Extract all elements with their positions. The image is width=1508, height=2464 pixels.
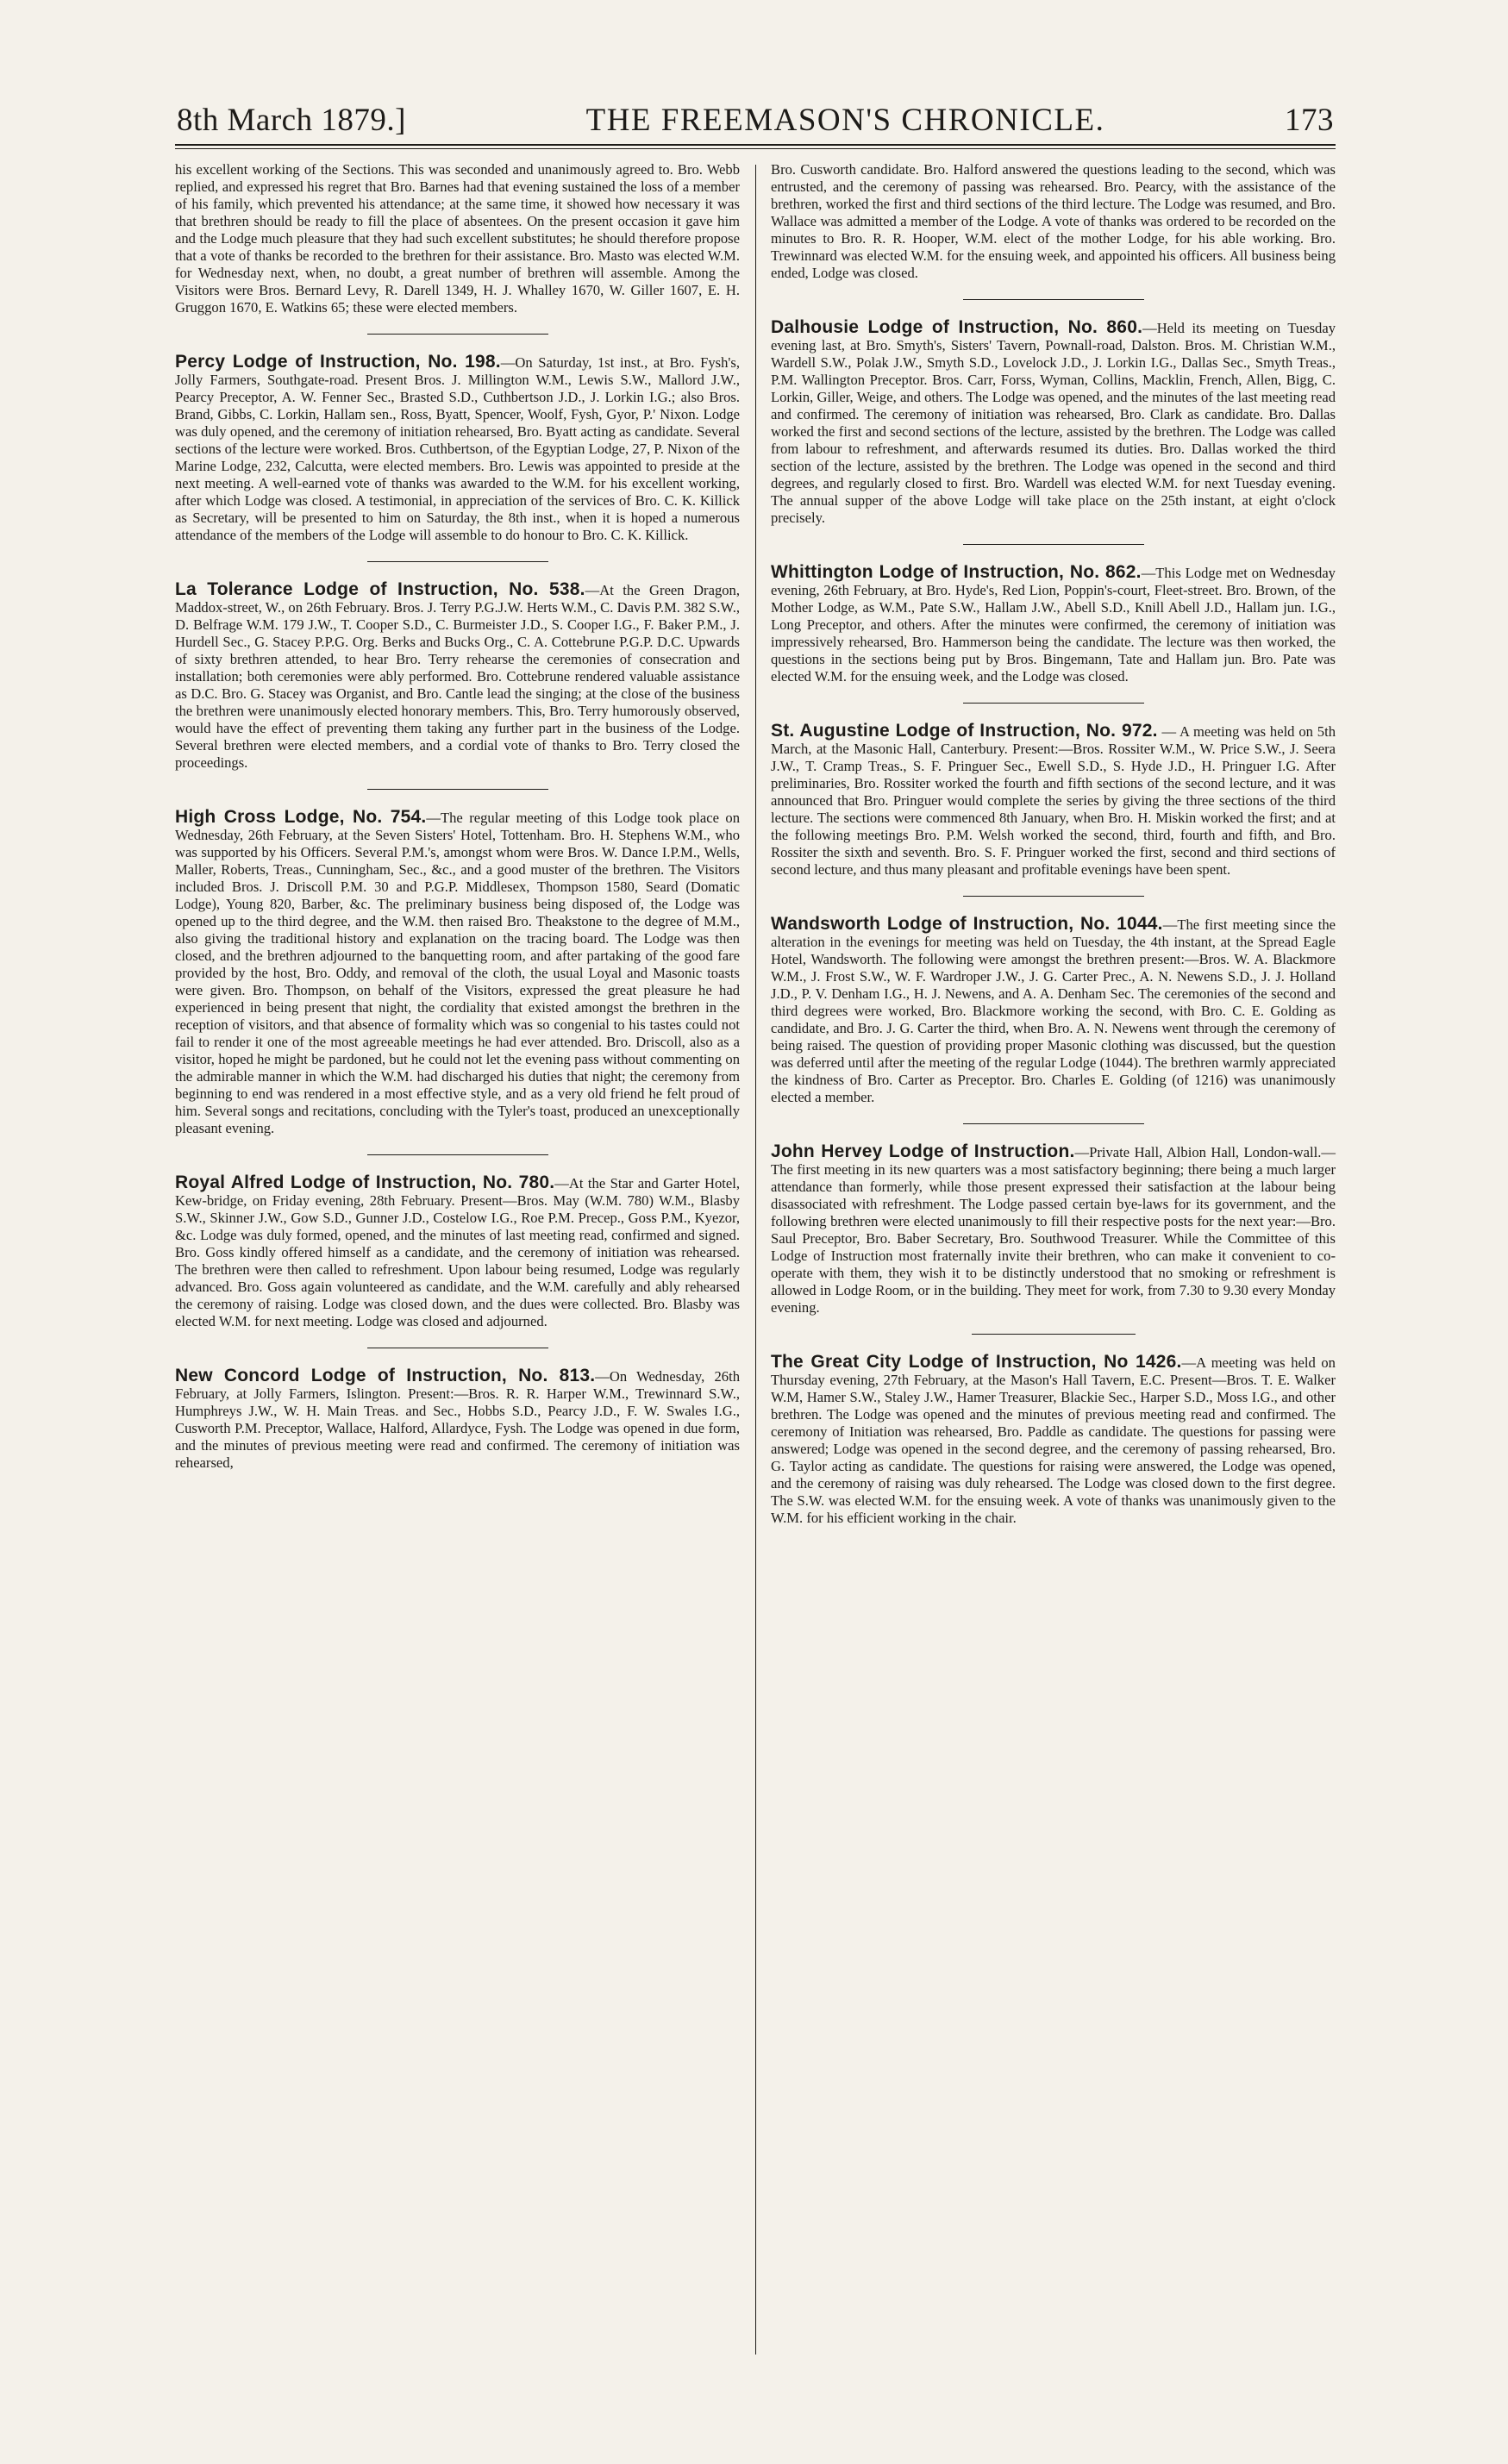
publication-title: THE FREEMASON'S CHRONICLE. <box>585 103 1105 138</box>
article-text: At the Green Dragon, Maddox-street, W., on 26th February. Bros. J. Terry P.G.J.W. Herts W.M., C. Davis P.M. 382 S.W., D. Belfrage W.M. 179 J.W., T. Cooper S.D., C. Burmeister J.D., S. Cooper I.G., F. Baker P.M., J. Hurdell Sec., G. Stacey P.P.G. Org. Berks and Bucks Org., C. A. Cottebrune P.G.P. D.C. Upwards of sixty brethren attended, to hear Bro. Terry rehearse the ceremonies of consecration and installation; both ceremonies were ably performed. Bro. Cottebrune rendered valuable assistance as D.C. Bro. G. Stacey was Organist, and Bro. Cantle lead the singing; at the close of the business the brethren were unanimously elected honorary members. This, Bro. Terry humorously observed, would have the effect of preventing them taking any further part in the business of the Lodge. Several brethren were elected members, and a cordial vote of thanks to Bro. Terry closed the proceedings. <box>175 582 740 771</box>
article-text: The first meeting since the alteration in the evenings for meeting was held on Tuesday, the 4th instant, at the Spread Eagle Hotel, Wandsworth. The following were amongst the brethren present:—Bros. W. A. Blackmore W.M., J. Frost S.W., W. F. Wardroper J.W., J. G. Carter Prec., A. N. Newens S.D., J. J. Holland J.D., P. V. Denham I.G., H. J. Newens, and A. A. Denham Sec. The ceremonies of the second and third degrees were worked, Bro. Blackmore working the second, with Bro. C. E. Golding as candidate, and Bro. J. G. Carter the third, when Bro. A. N. Newens went through the ceremony of being raised. The question of providing proper Masonic clothing was discussed, but the question was deferred until after the meeting of the regular Lodge (1044). The brethren warmly appreciated the kindness of Bro. Carter as Preceptor. Bro. Charles E. Golding (of 1216) was unanimously elected a member. <box>771 916 1336 1105</box>
article-text: A meeting was held on Thursday evening, 27th February, at the Mason's Hall Tavern, E.C. Present—Bros. T. E. Walker W.M, Hamer S.W., Staley J.W., Hamer Treasurer, Blackie Sec., Harper S.D., Moss I.G., and other brethren. The Lodge was opened and the minutes of previous meeting read and confirmed. The ceremony of Initiation was rehearsed, Bro. Paddle as candidate. The questions for passing were answered; Lodge was opened in the second degree, and the ceremony of passing rehearsed, Bro. G. Taylor acting as candidate. The questions for raising were answered, the Lodge was opened, and the ceremony of raising was duly rehearsed. The Lodge was closed down to the first degree. The S.W. was elected W.M. for the ensuing week. A vote of thanks was unanimously given to the W.M. for his efficient working in the chair. <box>771 1354 1336 1526</box>
masthead-rule <box>175 144 1336 149</box>
article-body: St. Augustine Lodge of Instruction, No. 972. — A meeting was held on 5th March, at the Masonic Hall, Canterbury. Present:—Bros. Rossiter W.M., W. Price S.W., J. Seera J.W., T. Cramp Treas., S. F. Pringuer Sec., Ewell S.D., S. Hyde J.D., H. Pringuer I.G. After preliminaries, Bro. Rossiter worked the fourth and fifth sections of the second lecture, and it was announced that Bro. Pringuer would complete the series by giving the three sections of the third lecture. The sections were commenced 8th January, when Bro. H. Miskin worked the first; and at the following meetings Bro. P.M. Welsh worked the second, third, fourth and fifth, and Bro. Rossiter the sixth and seventh. Bro. S. F. Pringuer worked the first, second and third sections of second lecture, and thus many pleasant and profitable evenings have been spent. <box>771 721 1336 878</box>
article-body: Dalhousie Lodge of Instruction, No. 860.—Held its meeting on Tuesday evening last, at Bro. Smyth's, Sisters' Tavern, Pownall-road, Dalston. Bros. M. Christian W.M., Wardell S.W., Polak J.W., Smyth S.D., Lovelock J.D., J. Lorkin I.G., Dallas Sec., Smyth Treas., P.M. Wallington Preceptor. Bros. Carr, Forss, Wyman, Collins, Macklin, French, Allen, Bigg, C. Lorkin, Giller, Weige, and others. The Lodge was opened, and the minutes of the last meeting read and confirmed. The ceremony of initiation was rehearsed, Bro. Clark as candidate. Bro. Dallas worked the first and second sections of the lecture, assisted by the brethren. The Lodge was called from labour to refreshment, and afterwards resumed its duties. Bro. Dallas worked the third section of the lecture, assisted by the brethren. The Lodge was opened in the second and third degrees, and regularly closed to first. Bro. Wardell was elected W.M. for next Tuesday evening. The annual supper of the above Lodge will take place on the 25th instant, at eight o'clock precisely. <box>771 317 1336 526</box>
article-separator <box>963 896 1144 897</box>
page-number: 173 <box>1285 103 1334 138</box>
article-separator <box>367 334 548 335</box>
article-st-augustine-lodge <box>771 722 1336 879</box>
article-separator <box>963 544 1144 545</box>
article-body: John Hervey Lodge of Instruction.—Private Hall, Albion Hall, London-wall.—The first meeting in its new quarters was a most satisfactory beginning; there being a much larger attendance than formerly, while those present expressed their satisfaction at the labour being disassociated with refreshment. The Lodge passed certain bye-laws for its government, and the following brethren were elected unanimously to fill their respective posts for the next year:—Bro. Saul Preceptor, Bro. Baber Secretary, Bro. Southwood Treasurer. While the Committee of this Lodge of Instruction most fraternally invite their brethren, who can make it convenient to co-operate with them, they wish it to be distinctly understood that no smoking or refreshment is allowed in Lodge Room, or in the building. They meet for work, from 7.30 to 9.30 every Monday evening. <box>771 1141 1336 1316</box>
article-la-tolerance-lodge <box>175 581 740 772</box>
article-body: Royal Alfred Lodge of Instruction, No. 780.—At the Star and Garter Hotel, Kew-bridge, on Friday evening, 28th February. Present—Bros. May (W.M. 780) W.M., Blasby S.W., Skinner J.W., Gow S.D., Gunner J.D., Costelow I.G., Roe P.M. Precep., Goss P.M., Kyezor, &c. Lodge was duly formed, opened, and the minutes of last meeting read, confirmed and signed. Bro. Goss kindly offered himself as a candidate, and the ceremony of initiation was rehearsed. The brethren were then called to refreshment. Upon labour being resumed, Lodge was regularly advanced. Bro. Goss again volunteered as candidate, and the W.M. carefully and ably rehearsed the ceremony of raising. Lodge was closed down, and the dues were collected. Bro. Blasby was elected W.M. for next meeting. Lodge was closed and adjourned. <box>175 1173 741 1329</box>
article-text: On Saturday, 1st inst., at Bro. Fysh's, Jolly Farmers, Southgate-road. Present Bros. J. Millington W.M., Lewis S.W., Mallord J.W., Pearcy Preceptor, A. W. Fenner Sec., Brasted S.D., Cuthbertson J.D., J. Lorkin I.G.; also Bros. Brand, Gibbs, C. Lorkin, Hallam sen., Ross, Byatt, Spencer, Woolf, Fysh, Gyor, P.' Nixon. Lodge was duly opened, and the ceremony of initiation rehearsed, Bro. Byatt acting as candidate. Several sections of the lecture were worked. Bros. Cuthbertson, of the Egyptian Lodge, 27, P. Nixon of the Marine Lodge, 232, Calcutta, were elected members. Bro. Lewis was appointed to preside at the next meeting. A well-earned vote of thanks was awarded to the W.M. for his excellent working, after which Lodge was closed. A testimonial, in appreciation of the services of Bro. C. K. Killick as Secretary, will be presented to him on Saturday, the 8th inst., when it is hoped a numerous attendance of the members of the Lodge will assemble to do honour to Bro. C. K. Killick. <box>175 354 740 543</box>
article-text: Bro. Cusworth candidate. Bro. Halford answered the questions leading to the second, which was entrusted, and the ceremony of passing was rehearsed. Bro. Pearcy, with the assistance of the brethren, worked the first and third sections of the third lecture. The Lodge was resumed, and Bro. Wallace was admitted a member of the Lodge. A vote of thanks was ordered to be recorded on the minutes to Bro. R. R. Hooper, W.M. elect of the mother Lodge, for his able working. Bro. Trewinnard was elected W.M. for the ensuing week, and appointed his officers. All business being ended, Lodge was closed. <box>771 161 1336 281</box>
article-separator <box>367 561 548 562</box>
article-royal-alfred-lodge <box>175 1174 740 1330</box>
article-text: On Wednesday, 26th February, at Jolly Farmers, Islington. Present:—Bros. R. R. Harper W.M., Trewinnard S.W., Humphreys J.W., W. H. Main Treas. and Sec., Hobbs S.D., Pearcy J.D., F. W. Swales I.G., Cusworth P.M. Preceptor, Wallace, Halford, Allardyce, Fysh. The Lodge was opened in due form, and the minutes of previous meeting were read and confirmed. The ceremony of initiation was rehearsed, <box>175 1368 740 1471</box>
article-body: La Tolerance Lodge of Instruction, No. 538.—At the Green Dragon, Maddox-street, W., on 26th February. Bros. J. Terry P.G.J.W. Herts W.M., C. Davis P.M. 382 S.W., D. Belfrage W.M. 179 J.W., T. Cooper S.D., C. Burmeister J.D., S. Cooper I.G., F. Baker P.M., J. Hurdell Sec., G. Stacey P.P.G. Org. Berks and Bucks Org., C. A. Cottebrune P.G.P. D.C. Upwards of sixty brethren attended, to hear Bro. Terry rehearse the ceremonies of consecration and installation; both ceremonies were ably performed. Bro. Cottebrune rendered valuable assistance as D.C. Bro. G. Stacey was Organist, and Bro. Cantle lead the singing; at the close of the business the brethren were unanimously elected honorary members. This, Bro. Terry humorously observed, would have the effect of preventing them taking any further part in the business of the Lodge. Several brethren were elected members, and a cordial vote of thanks to Bro. Terry closed the proceedings. <box>175 579 740 771</box>
article-separator <box>963 299 1144 300</box>
article-heading: Percy Lodge of Instruction, No. 198. <box>175 352 501 372</box>
article-heading: Whittington Lodge of Instruction, No. 862. <box>771 562 1142 582</box>
column-divider <box>755 165 756 2355</box>
article-body <box>175 161 740 316</box>
article-body: High Cross Lodge, No. 754.—The regular meeting of this Lodge took place on Wednesday, 26th February, at the Seven Sisters' Hotel, Tottenham. Bro. H. Stephens W.M., who was supported by his Officers. Several P.M.'s, amongst whom were Bros. W. Dance I.P.M., Wells, Maller, Roberts, Treas., Cunningham, Sec., &c., and a good muster of the brethren. The Visitors included Bros. J. Driscoll P.M. 30 and P.G.P. Middlesex, Thompson 1580, Seard (Domatic Lodge), Young 820, Barber, &c. The preliminary business being disposed of, the Lodge was opened up to the third degree, and the W.M. then raised Bro. Theakstone to the degree of M.M., also giving the traditional history and explanation on the tracing board. The Lodge was then closed, and the brethren adjourned to the banquetting room, and after partaking of the good fare provided by the host, Bro. Oddy, and removal of the cloth, the usual Loyal and Masonic toasts were given. Bro. Thompson, on behalf of the Visitors, expressed the great pleasure he had experienced in being present that night, the cordiality that existed amongst the brethren in the reception of visitors, and that absence of formality which was so congenial to his tastes could not fail to render it one of the most agreeable meetings he had ever attended. Bro. Driscoll, also as a visitor, hoped he might be pardoned, but he could not let the evening pass without commenting on the admirable manner in which the W.M. had discharged his duties that night; the ceremony from beginning to end was rendered in a most effective style, and as a very old friend he felt proud of him. Several songs and recitations, concluding with the Tyler's toast, produced an unexceptionally pleasant evening. <box>175 807 740 1136</box>
article-text: The regular meeting of this Lodge took place on Wednesday, 26th February, at the Seven Sisters' Hotel, Tottenham. Bro. H. Stephens W.M., who was supported by his Officers. Several P.M.'s, amongst whom were Bros. W. Dance I.P.M., Wells, Maller, Roberts, Treas., Cunningham, Sec., &c., and a good muster of the brethren. The Visitors included Bros. J. Driscoll P.M. 30 and P.G.P. Middlesex, Thompson 1580, Seard (Domatic Lodge), Young 820, Barber, &c. The preliminary business being disposed of, the Lodge was opened up to the third degree, and the W.M. then raised Bro. Theakstone to the degree of M.M., also giving the traditional history and explanation on the tracing board. The Lodge was then closed, and the brethren adjourned to the banquetting room, and after partaking of the good fare provided by the host, Bro. Oddy, and removal of the cloth, the usual Loyal and Masonic toasts were given. Bro. Thompson, on behalf of the Visitors, expressed the great pleasure he had experienced in being present that night, the cordiality that existed amongst the brethren in the reception of visitors, and that absence of formality which was so congenial to his tastes could not fail to render it one of the most agreeable meetings he had ever attended. Bro. Driscoll, also as a visitor, hoped he might be pardoned, but he could not let the evening pass without commenting on the admirable manner in which the W.M. had discharged his duties that night; the ceremony from beginning to end was rendered in a most effective style, and as a very old friend he felt proud of him. Several songs and recitations, concluding with the Tyler's toast, produced an unexceptionally pleasant evening. <box>175 810 740 1136</box>
article-heading: Dalhousie Lodge of Instruction, No. 860. <box>771 317 1143 337</box>
issue-date: 8th March 1879.] <box>177 103 406 138</box>
article-body: Whittington Lodge of Instruction, No. 862.—This Lodge met on Wednesday evening, 26th February, at Bro. Hyde's, Red Lion, Poppin's-court, Fleet-street. Bro. Brown, of the Mother Lodge, as W.M., Pate S.W., Hallam J.W., Abell S.D., Knill Abell J.D., Hallam jun. I.G., Long Preceptor, and others. After the minutes were confirmed, the ceremony of initiation was impressively rehearsed, Bro. Hammerson being the candidate. The lecture was then worked, the questions in the sections being put by Bros. Bingemann, Tate and Hallam jun. Bro. Pate was elected W.M. for the ensuing week, and the Lodge was closed. <box>771 562 1336 685</box>
columns <box>175 161 1336 2355</box>
article-high-cross-lodge <box>175 809 740 1137</box>
article-great-city-lodge <box>771 1354 1336 1527</box>
article-heading: Wandsworth Lodge of Instruction, No. 1044. <box>771 914 1163 934</box>
article-heading: Royal Alfred Lodge of Instruction, No. 780. <box>175 1173 555 1192</box>
article-john-hervey-lodge <box>771 1143 1336 1316</box>
article-wandsworth-lodge <box>771 916 1336 1106</box>
article-heading: New Concord Lodge of Instruction, No. 813. <box>175 1366 596 1385</box>
article-separator <box>972 1334 1136 1335</box>
article-separator <box>963 1123 1144 1124</box>
article-body: Percy Lodge of Instruction, No. 198.—On Saturday, 1st inst., at Bro. Fysh's, Jolly Farmers, Southgate-road. Present Bros. J. Millington W.M., Lewis S.W., Mallord J.W., Pearcy Preceptor, A. W. Fenner Sec., Brasted S.D., Cuthbertson J.D., J. Lorkin I.G.; also Bros. Brand, Gibbs, C. Lorkin, Hallam sen., Ross, Byatt, Spencer, Woolf, Fysh, Gyor, P.' Nixon. Lodge was duly opened, and the ceremony of initiation rehearsed, Bro. Byatt acting as candidate. Several sections of the lecture were worked. Bros. Cuthbertson, of the Egyptian Lodge, 27, P. Nixon of the Marine Lodge, 232, Calcutta, were elected members. Bro. Lewis was appointed to preside at the next meeting. A well-earned vote of thanks was awarded to the W.M. for his excellent working, after which Lodge was closed. A testimonial, in appreciation of the services of Bro. C. K. Killick as Secretary, will be presented to him on Saturday, the 8th inst., when it is hoped a numerous attendance of the members of the Lodge will assemble to do honour to Bro. C. K. Killick. <box>175 352 740 543</box>
article-dalhousie-lodge <box>771 319 1336 527</box>
article-new-concord-lodge <box>175 1367 740 1472</box>
article-body <box>771 161 1336 282</box>
article-continued-right <box>771 161 1336 282</box>
article-whittington-lodge <box>771 564 1336 685</box>
article-text: his excellent working of the Sections. This was seconded and unanimously agreed to. Bro. Webb replied, and expressed his regret that Bro. Barnes had that evening sustained the loss of a member of his family, which prevented his attendance; at the same time, it showed how necessary it was that brethren should be ready to fill the place of absentees. On the present occasion it gave him and the Lodge much pleasure that they had such excellent substitutes; he should therefore propose that a vote of thanks be recorded to the brethren for their assistance. Bro. Masto was elected W.M. for Wednesday next, when, no doubt, a great number of brethren will assemble. Among the Visitors were Bros. Bernard Levy, R. Darell 1349, H. J. Whalley 1670, W. Giller 1607, E. H. Gruggon 1670, E. Watkins 65; these were elected members. <box>175 161 740 316</box>
article-heading: La Tolerance Lodge of Instruction, No. 538. <box>175 579 585 599</box>
article-continued-left <box>175 161 740 316</box>
article-percy-lodge <box>175 353 740 544</box>
article-separator <box>367 1154 548 1155</box>
article-body: The Great City Lodge of Instruction, No 1426.—A meeting was held on Thursday evening, 27th February, at the Mason's Hall Tavern, E.C. Present—Bros. T. E. Walker W.M, Hamer S.W., Staley J.W., Hamer Treasurer, Blackie Sec., Harper S.D., Moss I.G., and other brethren. The Lodge was opened and the minutes of previous meeting read and confirmed. The ceremony of Initiation was rehearsed, Bro. Paddle as candidate. The questions for passing were answered; Lodge was opened in the second degree, and the ceremony of passing rehearsed, Bro. G. Taylor acting as candidate. The questions for raising were answered, the Lodge was opened, and the ceremony of raising was duly rehearsed. The Lodge was closed down to the first degree. The S.W. was elected W.M. for the ensuing week. A vote of thanks was unanimously given to the W.M. for his efficient working in the chair. <box>771 1352 1336 1526</box>
article-text: Held its meeting on Tuesday evening last, at Bro. Smyth's, Sisters' Tavern, Pownall-road, Dalston. Bros. M. Christian W.M., Wardell S.W., Polak J.W., Smyth S.D., Lovelock J.D., J. Lorkin I.G., Dallas Sec., Smyth Treas., P.M. Wallington Preceptor. Bros. Carr, Forss, Wyman, Collins, Macklin, French, Allen, Bigg, C. Lorkin, Giller, Weige, and others. The Lodge was opened, and the minutes of the last meeting read and confirmed. The ceremony of initiation was rehearsed, Bro. Clark as candidate. Bro. Dallas worked the first and second sections of the lecture, assisted by the brethren. The Lodge was called from labour to refreshment, and afterwards resumed its duties. Bro. Dallas worked the third section of the lecture, assisted by the brethren. The Lodge was opened in the second and third degrees, and regularly closed to first. Bro. Wardell was elected W.M. for next Tuesday evening. The annual supper of the above Lodge will take place on the 25th instant, at eight o'clock precisely. <box>771 320 1336 526</box>
right-column <box>771 161 1336 2355</box>
masthead <box>175 102 1336 144</box>
article-text: Private Hall, Albion Hall, London-wall.—The first meeting in its new quarters was a most satisfactory beginning; there being a much larger attendance than formerly, while those present expressed their satisfaction at the labour being disassociated with refreshment. The Lodge passed certain bye-laws for its government, and the following brethren were elected unanimously to fill their respective posts for the next year:—Bro. Saul Preceptor, Bro. Baber Secretary, Bro. Southwood Treasurer. While the Committee of this Lodge of Instruction most fraternally invite their brethren, who can make it convenient to co-operate with them, they wish it to be distinctly understood that no smoking or refreshment is allowed in Lodge Room, or in the building. They meet for work, from 7.30 to 9.30 every Monday evening. <box>771 1144 1336 1316</box>
article-heading: John Hervey Lodge of Instruction. <box>771 1141 1075 1161</box>
article-separator <box>367 789 548 790</box>
article-body: New Concord Lodge of Instruction, No. 813.—On Wednesday, 26th February, at Jolly Farmers, Islington. Present:—Bros. R. R. Harper W.M., Trewinnard S.W., Humphreys J.W., W. H. Main Treas. and Sec., Hobbs S.D., Pearcy J.D., F. W. Swales I.G., Cusworth P.M. Preceptor, Wallace, Halford, Allardyce, Fysh. The Lodge was opened in due form, and the minutes of previous meeting were read and confirmed. The ceremony of initiation was rehearsed, <box>175 1366 740 1471</box>
article-separator <box>963 703 1144 704</box>
article-heading: St. Augustine Lodge of Instruction, No. 972. <box>771 721 1158 741</box>
article-text: At the Star and Garter Hotel, Kew-bridge, on Friday evening, 28th February. Present—Bros. May (W.M. 780) W.M., Blasby S.W., Skinner J.W., Gow S.D., Gunner J.D., Costelow I.G., Roe P.M. Precep., Goss P.M., Kyezor, &c. Lodge was duly formed, opened, and the minutes of last meeting read, confirmed and signed. Bro. Goss kindly offered himself as a candidate, and the ceremony of initiation was rehearsed. The brethren were then called to refreshment. Upon labour being resumed, Lodge was regularly advanced. Bro. Goss again volunteered as candidate, and the W.M. carefully and ably rehearsed the ceremony of raising. Lodge was closed down, and the dues were collected. Bro. Blasby was elected W.M. for next meeting. Lodge was closed and adjourned. <box>175 1175 741 1329</box>
article-text: This Lodge met on Wednesday evening, 26th February, at Bro. Hyde's, Red Lion, Poppin's-court, Fleet-street. Bro. Brown, of the Mother Lodge, as W.M., Pate S.W., Hallam J.W., Abell S.D., Knill Abell J.D., Hallam jun. I.G., Long Preceptor, and others. After the minutes were confirmed, the ceremony of initiation was impressively rehearsed, Bro. Hammerson being the candidate. The lecture was then worked, the questions in the sections being put by Bros. Bingemann, Tate and Hallam jun. Bro. Pate was elected W.M. for the ensuing week, and the Lodge was closed. <box>771 565 1336 685</box>
article-body: Wandsworth Lodge of Instruction, No. 1044.—The first meeting since the alteration in the evenings for meeting was held on Tuesday, the 4th instant, at the Spread Eagle Hotel, Wandsworth. The following were amongst the brethren present:—Bros. W. A. Blackmore W.M., J. Frost S.W., W. F. Wardroper J.W., J. G. Carter Prec., A. N. Newens S.D., J. J. Holland J.D., P. V. Denham I.G., H. J. Newens, and A. A. Denham Sec. The ceremonies of the second and third degrees were worked, Bro. Blackmore working the second, with Bro. C. E. Golding as candidate, and Bro. J. G. Carter the third, when Bro. A. N. Newens went through the ceremony of being raised. The question of providing proper Masonic clothing was discussed, but the question was deferred until after the meeting of the regular Lodge (1044). The brethren warmly appreciated the kindness of Bro. Carter as Preceptor. Bro. Charles E. Golding (of 1216) was unanimously elected a member. <box>771 914 1336 1105</box>
article-text: A meeting was held on 5th March, at the Masonic Hall, Canterbury. Present:—Bros. Rossiter W.M., W. Price S.W., J. Seera J.W., T. Cramp Treas., S. F. Pringuer Sec., Ewell S.D., S. Hyde J.D., H. Pringuer I.G. After preliminaries, Bro. Rossiter worked the fourth and fifth sections of the second lecture, and it was announced that Bro. Pringuer would complete the series by giving the three sections of the third lecture. The sections were commenced 8th January, when Bro. H. Miskin worked the first; and at the following meetings Bro. P.M. Welsh worked the second, third, fourth and fifth, and Bro. Rossiter the sixth and seventh. Bro. S. F. Pringuer worked the first, second and third sections of second lecture, and thus many pleasant and profitable evenings have been spent. <box>771 723 1336 878</box>
left-column <box>175 161 740 2355</box>
article-heading: The Great City Lodge of Instruction, No 1426. <box>771 1352 1182 1372</box>
article-heading: High Cross Lodge, No. 754. <box>175 807 427 827</box>
